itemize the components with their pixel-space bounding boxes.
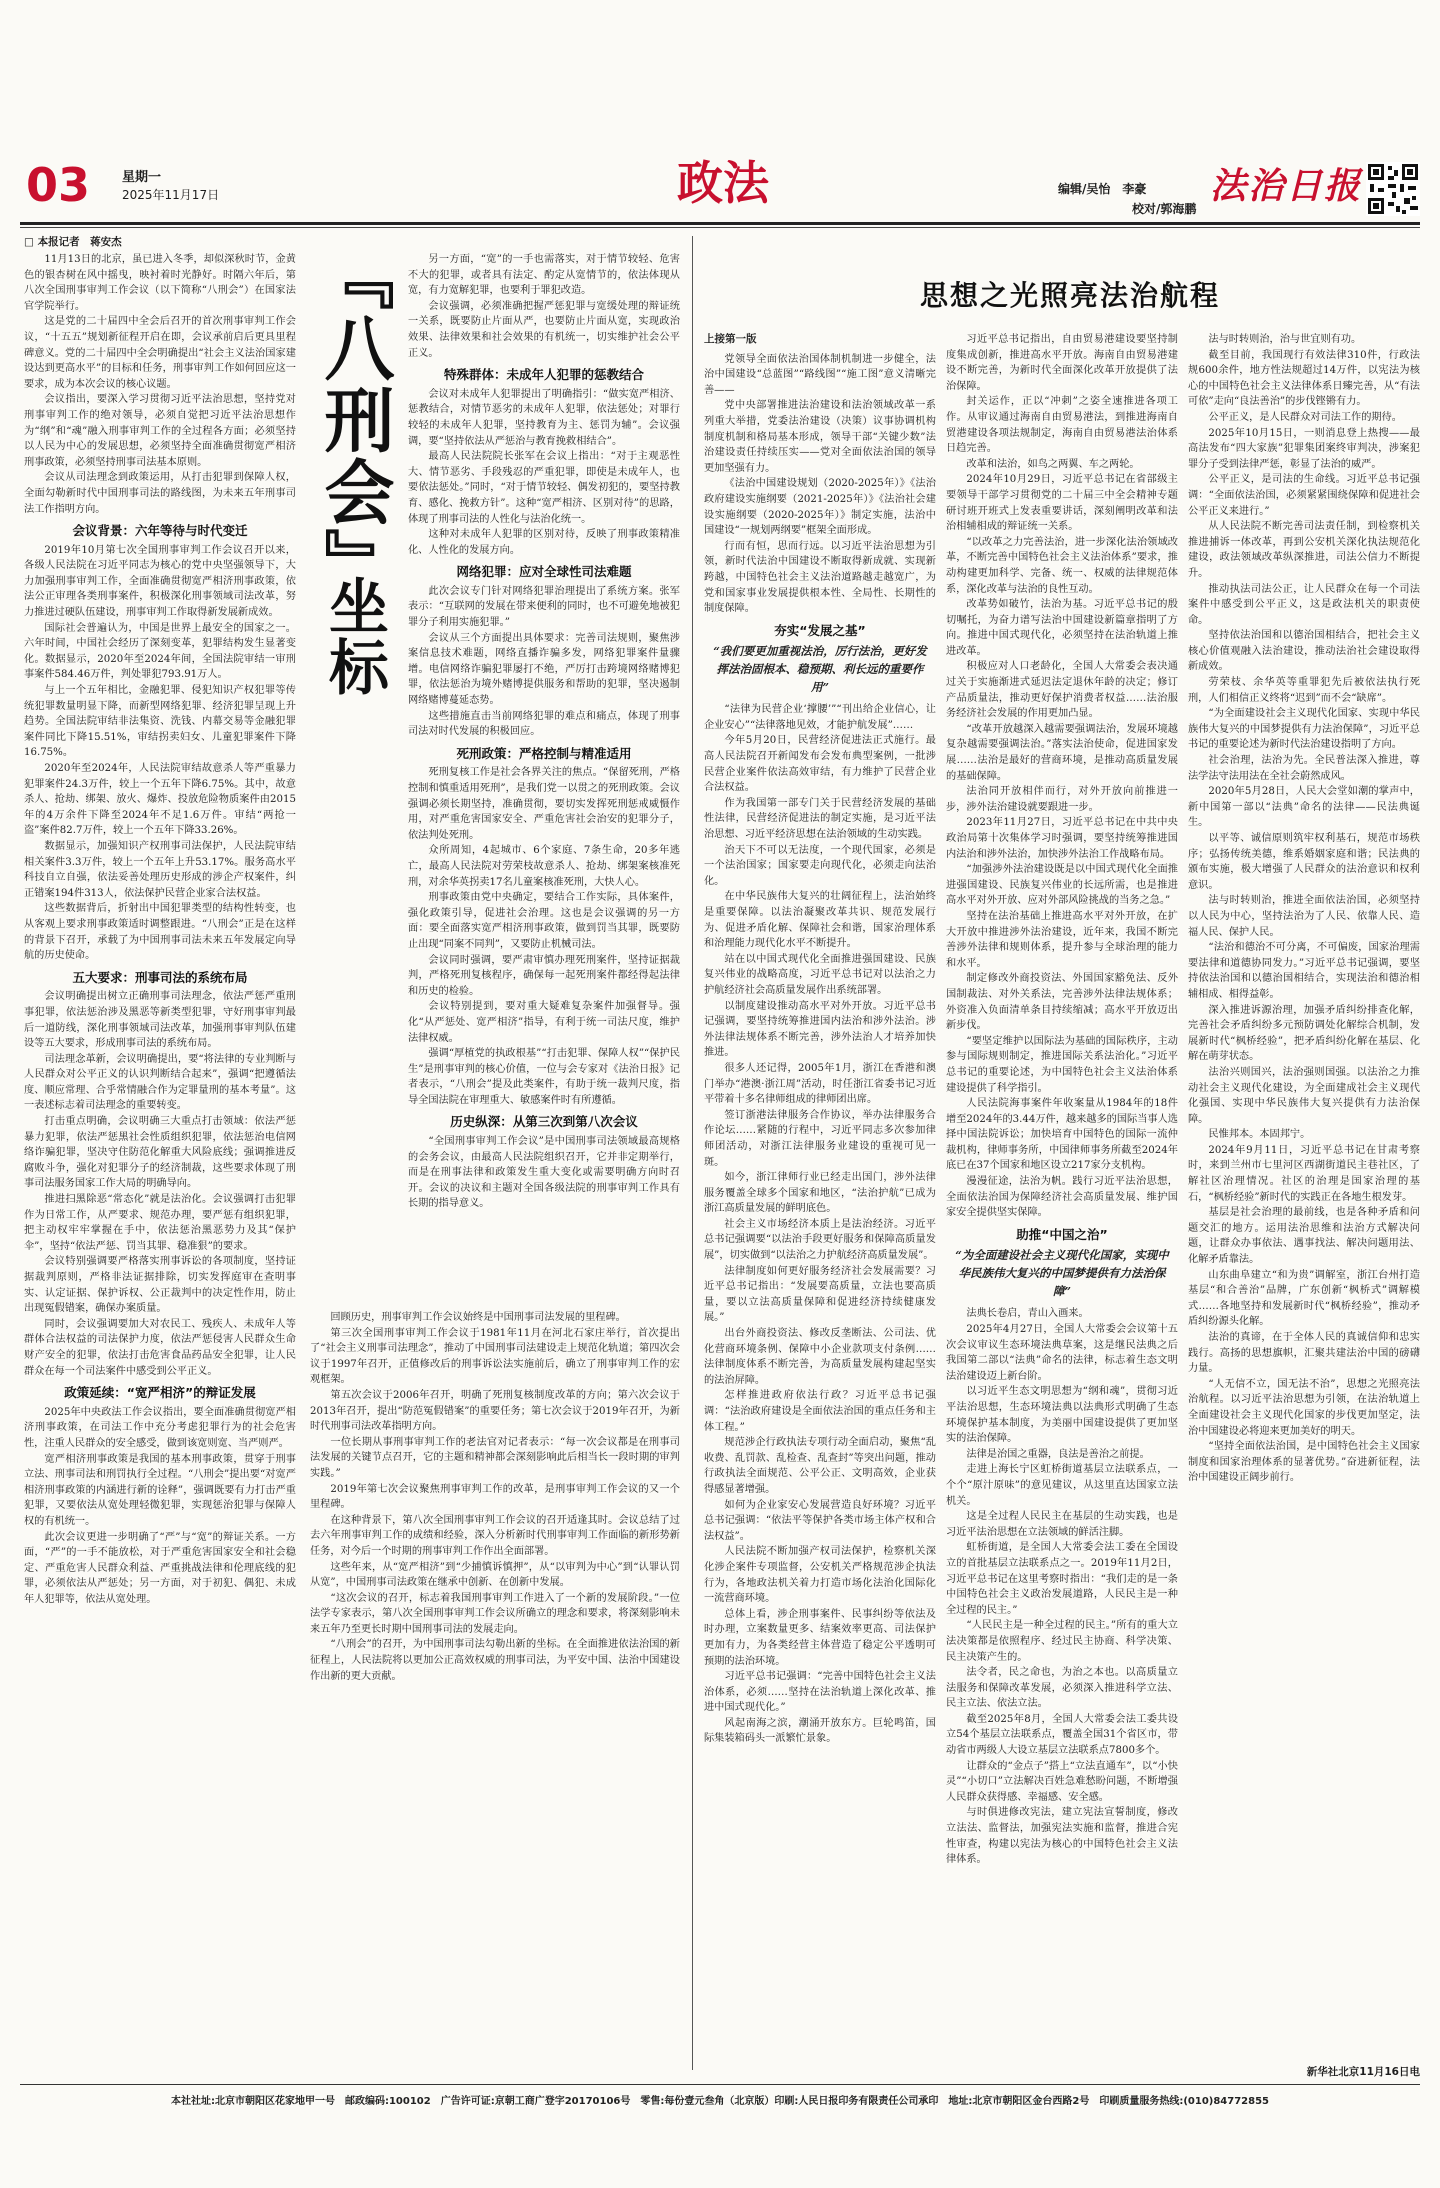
paragraph: 这些年来，从“宽严相济”到“少捕慎诉慎押”，从“以审判为中心”到“认罪认罚从宽”，中国刑事司法政策在继承中创新、在创新中发展。 xyxy=(310,1561,680,1589)
paragraph: 在中华民族伟大复兴的壮阔征程上，法治始终是重要保障。以法治凝聚改革共识、规范发展行为、促进矛盾化解、保障社会和谐，国家治理体系和治理能力现代化水平不断提升。 xyxy=(704,891,936,950)
paragraph: 2025年中央政法工作会议指出，要全面准确贯彻宽严相济刑事政策，在司法工作中充分考虑犯罪行为的社会危害性，注重人民群众的安全感受，做到该宽则宽、当严则严。 xyxy=(24,1406,296,1449)
paragraph: 封关运作，正以“冲刺”之姿全速推进各项工作。从审议通过海南自由贸易港法，到推进海南自贸港建设各项法规制定，海南自由贸易港法治体系日趋完善。 xyxy=(946,396,1178,455)
subheading: 政策延续：“宽严相济”的辩证发展 xyxy=(64,1385,256,1401)
paragraph: 法与时转则治，治与世宜则有功。 xyxy=(1208,334,1362,345)
paragraph: 公平正义，是人民群众对司法工作的期待。 xyxy=(1208,411,1402,423)
paragraph: 积极应对人口老龄化，全国人大常委会表决通过关于实施渐进式延迟法定退休年龄的决定；修订产品质量法，推动更好保护消费者权益……法治服务经济社会发展的作用更加凸显。 xyxy=(946,661,1178,720)
paragraph: 国际社会普遍认为，中国是世界上最安全的国家之一。六年时间，中国社会经历了深刻变革，犯罪结构发生显著变化。数据显示，2020年至2024年间，全国法院审结一审刑事案件584.46万件，判处罪犯793.91万人。 xyxy=(24,622,296,681)
paragraph: 第五次会议于2006年召开，明确了死刑复核制度改革的方向；第六次会议于2013年召开，提出“防范冤假错案”的重要任务；第七次会议于2019年召开，为新时代刑事司法改革指明方向。 xyxy=(310,1389,680,1433)
subheading: 特殊群体：未成年人犯罪的惩教结合 xyxy=(443,367,644,383)
subheading: 网络犯罪：应对全球性司法难题 xyxy=(456,564,632,580)
paragraph: 与上一个五年相比，金融犯罪、侵犯知识产权犯罪等传统犯罪数量明显下降，而新型网络犯罪、经济犯罪呈现上升趋势。全国法院审结非法集资、洗钱、内幕交易等金融犯罪案件同比下降15.51%，审结拐卖妇女、儿童犯罪案件下降16.75%。 xyxy=(24,685,296,759)
paragraph: 2024年9月11日，习近平总书记在甘肃考察时，来到兰州市七里河区西湖街道民主巷社区，了解社区治理情况。社区的治理是国家治理的基石，“枫桥经验”新时代的实践正在各地生根发芽。 xyxy=(1188,1144,1420,1203)
paragraph: 法治的真谛，在于全体人民的真诚信仰和忠实践行。高扬的思想旗帜，汇聚共建法治中国的磅礴力量。 xyxy=(1188,1332,1420,1375)
subheading-quote: “为全面建设社会主义现代化国家，实现中华民族伟大复兴的中国梦提供有力法治保障” xyxy=(955,1248,1169,1299)
paragraph: 党领导全面依法治国体制机制进一步健全，法治中国建设“总蓝图”“路线图”“施工图”意义清晰完善—— xyxy=(704,353,936,396)
paragraph: 这是全过程人民民主在基层的生动实践，也是习近平法治思想在立法领域的鲜活注脚。 xyxy=(946,1511,1178,1538)
paragraph: 2023年11月27日，习近平总书记在中共中央政治局第十次集体学习时强调，要坚持统筹推进国内法治和涉外法治，加快涉外法治工作战略布局。 xyxy=(946,817,1178,860)
paragraph: 坚持依法治国和以德治国相结合，把社会主义核心价值观融入法治建设，推动法治社会建设取得新成效。 xyxy=(1188,630,1420,673)
paragraph: 以制度建设推动高水平对外开放。习近平总书记强调，要坚持统筹推进国内法治和涉外法治。涉外法律法规体系不断完善，涉外法治人才培养加快推进。 xyxy=(704,1000,936,1059)
paragraph: 人民法院不断加强产权司法保护，检察机关深化涉企案件专项监督，公安机关严格规范涉企执法行为，各地政法机关着力打造市场化法治化国际化一流营商环境。 xyxy=(704,1546,936,1605)
paragraph: 回顾历史，刑事审判工作会议始终是中国刑事司法发展的里程碑。 xyxy=(330,1312,626,1323)
paragraph: 与时俱进修改宪法，建立宪法宣誓制度，修改立法法、监督法，加强宪法实施和监督，推进合宪性审查，构建以宪法为核心的中国特色社会主义法律体系。 xyxy=(946,1807,1178,1866)
right-article-title: 思想之光照亮法治航程 xyxy=(919,279,1220,312)
paragraph: 以平等、诚信原则筑牢权利基石，规范市场秩序；弘扬传统美德，维系婚姻家庭和谐；民法典的颁布实施，极大增强了人民群众的法治意识和权利意识。 xyxy=(1188,833,1420,891)
paragraph: 制定修改外商投资法、外国国家豁免法、反外国制裁法、对外关系法，完善涉外法律法规体系；外资准入负面清单条目持续缩减；高水平开放迈出新步伐。 xyxy=(946,973,1178,1032)
paragraph: “全国刑事审判工作会议”是中国刑事司法领域最高规格的会务会议，由最高人民法院组织召开，它并非定期举行，而是在刑事法律和政策发生重大变化或需要明确方向时召开。会议的决议和主题对全国各级法院的刑事审判工作具有长期的指导意义。 xyxy=(408,1136,680,1210)
qr-code-icon xyxy=(1366,162,1420,216)
page-date: 2025年11月17日 xyxy=(122,188,220,202)
left-article-byline: □ 本报记者 蒋安杰 xyxy=(24,236,122,248)
subheading: 助推“中国之治” xyxy=(1016,1226,1108,1242)
paragraph: 会议对未成年人犯罪提出了明确指引：“做实宽严相济、惩教结合，对情节恶劣的未成年人犯罪，依法惩处；对罪行较轻的未成年人犯罪，坚持教育为主、惩罚为辅”。会议强调，要“坚持依法从严惩治与教育挽救相结合”。 xyxy=(408,388,680,447)
paragraph: 11月13日的北京，虽已进入冬季，却似深秋时节，金黄色的银杏树在风中摇曳，映衬着时光静好。时隔六年后，第八次全国刑事审判工作会议（以下简称“八刑会”）在国家法官学院举行。 xyxy=(24,254,296,312)
news-agency-credit: 新华社北京11月16日电 xyxy=(1306,2066,1420,2078)
paragraph: 一位长期从事刑事审判工作的老法官对记者表示：“每一次会议都是在刑事司法发展的关键节点召开，它的主题和精神都会深刻影响此后相当长一段时期的审判实践。” xyxy=(310,1436,680,1479)
paragraph: 如今，浙江律师行业已经走出国门，涉外法律服务覆盖全球多个国家和地区，“法治护航”已成为浙江高质量发展的鲜明底色。 xyxy=(704,1172,936,1215)
paragraph: 改革势如破竹，法治为基。习近平总书记的殷切嘱托，为奋力谱写法治中国建设新篇章指明了方向。推进中国式现代化，必须坚持在法治轨道上推进改革。 xyxy=(946,599,1178,657)
paragraph: 山东曲阜建立“和为贵”调解室，浙江台州打造基层“和合善治”品牌，广东创新“枫桥式”调解模式……各地坚持和发展新时代“枫桥经验”，推动矛盾纠纷源头化解。 xyxy=(1188,1269,1420,1328)
paragraph: 站在以中国式现代化全面推进强国建设、民族复兴伟业的战略高度，习近平总书记对以法治之力护航经济社会高质量发展作出系统部署。 xyxy=(704,953,936,996)
paragraph: 推进扫黑除恶“常态化”就是法治化。会议强调打击犯罪作为日常工作，从严要求、规范办理，要严惩有组织犯罪，把主动权牢牢掌握在手中，依法惩治黑恶势力及其“保护伞”，坚持“依法严惩、罚当其罪、稳准狠”的要求。 xyxy=(24,1194,296,1252)
paragraph: 党中央部署推进法治建设和法治领域改革一系列重大举措，党委法治建设（决策）议事协调机构制度机制和格局基本形成，领导干部“关键少数”法治建设责任持续压实——党对全面依法治国的领导更加坚强有力。 xyxy=(704,400,936,474)
paragraph: 2019年第七次会议聚焦刑事审判工作的改革，是刑事审判工作会议的又一个里程碑。 xyxy=(310,1483,680,1511)
right-article-col-3 xyxy=(1188,332,1420,2062)
paragraph: 此次会议专门针对网络犯罪治理提出了系统方案。张军表示：“互联网的发展在带来便利的同时，也不可避免地被犯罪分子利用实施犯罪。” xyxy=(408,585,680,629)
paragraph: 公平正义，是司法的生命线。习近平总书记强调：“全面依法治国，必须紧紧围绕保障和促进社会公平正义来进行。” xyxy=(1188,474,1420,517)
paragraph: 这些措施直击当前网络犯罪的难点和痛点，体现了刑事司法对时代发展的积极回应。 xyxy=(408,710,680,738)
paragraph: 这些数据背后，折射出中国犯罪类型的结构性转变，也从客观上要求刑事政策适时调整跟进。“八刑会”正是在这样的背景下召开，承载了为中国刑事司法未来五年发展定向导航的历史使命。 xyxy=(24,903,296,962)
footer-rule xyxy=(20,2084,1420,2085)
paragraph: 2020年5月28日，人民大会堂如潮的掌声中，新中国第一部以“法典”命名的法律——民法典诞生。 xyxy=(1188,786,1420,829)
paragraph: “法治和德治不可分离，不可偏废，国家治理需要法律和道德协同发力。”习近平总书记强调，要坚持依法治国和以德治国相结合，实现法治和德治相辅相成、相得益彰。 xyxy=(1188,942,1420,1000)
paragraph: 民惟邦本。本固邦宁。 xyxy=(1208,1129,1311,1141)
paragraph: 这种对未成年人犯罪的区别对待，反映了刑事政策精准化、人性化的发展方向。 xyxy=(408,529,680,556)
headline-part-2: 坐标 xyxy=(319,575,389,697)
paragraph: 怎样推进政府依法行政？习近平总书记强调：“法治政府建设是全面依法治国的重点任务和主体工程。” xyxy=(704,1390,936,1433)
paragraph: 这是党的二十届四中全会后召开的首次刑事审判工作会议，“十五五”规划新征程开启在即，会议承前启后更具里程碑意义。党的二十届四中全会明确提出“社会主义法治国家建设达到更高水平”的目标和任务，刑事审判工作如何回应这一要求，成为本次会议的核心议题。 xyxy=(24,316,296,390)
paragraph: 截至目前，我国现行有效法律310件，行政法规600余件，地方性法规超过14万件，以宪法为核心的中国特色社会主义法律体系日臻完善，从“有法可依”走向“良法善治”的步伐铿锵有力。 xyxy=(1188,349,1420,408)
paragraph: 2024年10月29日，习近平总书记在省部级主要领导干部学习贯彻党的二十届三中全会精神专题研讨班开班式上发表重要讲话，深刻阐明改革和法治相辅相成的辩证统一关系。 xyxy=(946,474,1178,533)
paragraph: 法与时转则治，推进全面依法治国，必须坚持以人民为中心，坚持法治为了人民、依靠人民、造福人民、保护人民。 xyxy=(1188,895,1420,938)
subheading: 历史纵深：从第三次到第八次会议 xyxy=(450,1114,638,1130)
paragraph: 死刑复核工作是社会各界关注的焦点。“保留死刑，严格控制和慎重适用死刑”，是我们党一以贯之的死刑政策。会议强调必须长期坚持，准确贯彻，要切实发挥死刑惩戒威慑作用，对严重危害国家安全、严重危害社会治安的犯罪分子，依法判处死刑。 xyxy=(408,767,680,841)
paragraph: “以改革之力完善法治，进一步深化法治领域改革，不断完善中国特色社会主义法治体系”要求，推动构建更加科学、完备、统一、权威的法律规范体系，深化改革与法治的良性互动。 xyxy=(946,536,1178,595)
masthead-logo: 法治日报 xyxy=(1210,165,1363,207)
proof-line: 校对/郭海鹏 xyxy=(1132,202,1197,216)
paragraph: 签订浙港法律服务合作协议，举办法律服务合作论坛……紧随的行程中，习近平同志多次参加律师团活动，对浙江法律服务业建设的重视可见一斑。 xyxy=(704,1109,936,1168)
paragraph: 法律制度如何更好服务经济社会发展需要？习近平总书记指出：“发展要高质量，立法也要高质量，要以立法高质量保障和促进经济持续健康发展。” xyxy=(704,1265,936,1324)
paragraph: 宽严相济刑事政策是我国的基本刑事政策，贯穿于刑事立法、刑事司法和刑罚执行全过程。“八刑会”提出要“对宽严相济刑事政策的内涵进行新的诠释”，强调既要有力打击严重犯罪，又要依法从宽处理轻微犯罪，实现惩治犯罪与保障人权的有机统一。 xyxy=(24,1453,296,1527)
subheading: 五大要求：刑事司法的系统布局 xyxy=(72,969,248,985)
paragraph: 今年5月20日，民营经济促进法正式施行。最高人民法院召开新闻发布会发布典型案例，一批涉民营企业案件依法高效审结，有力维护了民营企业合法权益。 xyxy=(704,735,936,794)
paragraph: 《法治中国建设规划（2020-2025年）》《法治政府建设实施纲要（2021-2025年）》《法治社会建设实施纲要（2020-2025年）》制定实施，法治中国建设“一规划两纲要”框架全面形成。 xyxy=(704,478,936,537)
paragraph: 人民法院海事案件年收案量从1984年的18件增至2024年的3.44万件，越来越多的国际当事人选择中国法院诉讼；加快培育中国特色的国际一流仲裁机构，律师事务所，中国律师事务所截至2024年底已在37个国家和地区设立217家分支机构。 xyxy=(946,1098,1178,1172)
paragraph: 会议同时强调，要严肃审慎办理死刑案件，坚持证据裁判，严格死刑复核程序，确保每一起死刑案件都经得起法律和历史的检验。 xyxy=(408,954,680,997)
paragraph: 习近平总书记指出，自由贸易港建设要坚持制度集成创新，推进高水平开放。海南自由贸易港建设不断完善，为新时代全面深化改革开放提供了法治保障。 xyxy=(946,334,1178,392)
paragraph: 让群众的“金点子”搭上“立法直通车”，以“小快灵”“小切口”立法解决百姓急难愁盼问题，不断增强人民群众获得感、幸福感、安全感。 xyxy=(946,1760,1178,1803)
paragraph: 第三次全国刑事审判工作会议于1981年11月在河北石家庄举行，首次提出了“社会主义刑事司法理念”，推动了中国刑事司法建设走上规范化轨道；第四次会议于1997年召开，正值修改后的刑事诉讼法实施前后，确立了刑事审判工作的宏观框架。 xyxy=(310,1327,680,1386)
paragraph: 风起南海之滨，潮涌开放东方。巨轮鸣笛，国际集装箱码头一派繁忙景象。 xyxy=(704,1717,936,1745)
paragraph: 另一方面，“宽”的一手也需落实，对于情节较轻、危害不大的犯罪，或者具有法定、酌定从宽情节的，依法体现从宽，有力宽解犯罪，也要利于罪犯改造。 xyxy=(408,254,680,297)
paragraph: 虹桥街道，是全国人大常委会法工委在全国设立的首批基层立法联系点之一。2019年11月2日，习近平总书记在这里考察时指出：“我们走的是一条中国特色社会主义政治发展道路，人民民主是一种全过程的民主。” xyxy=(946,1542,1178,1616)
subheading: 死刑政策：严格控制与精准适用 xyxy=(456,745,632,761)
left-article-col-1 xyxy=(24,252,296,2070)
paragraph: 基层是社会治理的最前线，也是各种矛盾和问题交汇的地方。运用法治思维和法治方式解决问题，让群众办事依法、遇事找法、解决问题用法、化解矛盾靠法。 xyxy=(1188,1207,1420,1266)
paragraph: 司法理念革新，会议明确提出，要“将法律的专业判断与人民群众对公平正义的认识判断结合起来”，强调“把遵循法度、顺应常理、合乎常情融合作为定罪量刑的基本考量”。这一表述标志着司法理念的重要转变。 xyxy=(24,1053,296,1112)
column-divider xyxy=(692,236,693,2070)
continuation-label: 上接第一版 xyxy=(704,333,757,345)
paragraph: 总体上看，涉企刑事案件、民事纠纷等依法及时办理，立案数量更多、结案效率更高、司法保护更加有力，为各类经营主体营造了稳定公平透明可预期的法治环境。 xyxy=(704,1608,936,1667)
editor-line: 编辑/吴怡 李豪 xyxy=(1058,182,1147,196)
paragraph: 作为我国第一部专门关于民营经济发展的基础性法律，民营经济促进法的制定实施，是习近平法治思想、习近平经济思想在法治领域的生动实践。 xyxy=(704,797,936,841)
paragraph: 会议明确提出树立正确刑事司法理念，依法严惩严重刑事犯罪，依法惩治涉及黑恶等新类型犯罪，守好刑事审判最后一道防线，深化刑事领域司法改革，加强刑事审判队伍建设等五大要求，形成刑事司法的系统布局。 xyxy=(24,991,296,1050)
paragraph: “加强涉外法治建设既是以中国式现代化全面推进强国建设、民族复兴伟业的长远所需，也是推进高水平对外开放、应对外部风险挑战的当务之急。” xyxy=(946,864,1178,907)
paragraph: 规范涉企行政执法专项行动全面启动，聚焦“乱收费、乱罚款、乱检查、乱查封”等突出问题，推动行政执法全面规范、公平公正、文明高效，企业获得感显著增强。 xyxy=(704,1437,936,1495)
section-title: 政法 xyxy=(677,156,769,210)
paragraph: 法令者，民之命也，为治之本也。以高质量立法服务和保障改革发展，必须深入推进科学立法、民主立法、依法立法。 xyxy=(946,1667,1178,1710)
paragraph: 社会治理，法治为先。全民普法深入推进，尊法学法守法用法在全社会蔚然成风。 xyxy=(1188,755,1420,782)
paragraph: 劳荣枝、余华英等重罪犯先后被依法执行死刑，人们相信正义终将“迟到”而不会“缺席”。 xyxy=(1188,677,1420,704)
paragraph: 推动执法司法公正，让人民群众在每一个司法案件中感受到公平正义，这是政法机关的职责使命。 xyxy=(1188,583,1420,626)
header-rule-thin xyxy=(20,227,1420,228)
paragraph: 法律是治国之重器，良法是善治之前提。 xyxy=(966,1448,1150,1460)
paragraph: “要坚定维护以国际法为基础的国际秩序，主动参与国际规则制定，推进国际关系法治化。”习近平总书记的重要论述，为中国特色社会主义法治体系建设提供了科学指引。 xyxy=(946,1035,1178,1094)
paragraph: 习近平总书记强调：“完善中国特色社会主义法治体系，必须……坚持在法治轨道上深化改革、推进中国式现代化。” xyxy=(704,1671,936,1714)
paragraph: 打击重点明确，会议明确三大重点打击领域：依法严惩暴力犯罪，依法严惩黑社会性质组织犯罪，依法惩治电信网络诈骗犯罪，坚决守住防范化解重大风险底线；强调推进反腐败斗争，强化对犯罪分子的经济制裁，这些要求体现了刑事司法服务国家工作大局的明确导向。 xyxy=(24,1116,296,1190)
paragraph: 同时，会议强调要加大对农民工、残疾人、未成年人等群体合法权益的司法保护力度，依法严惩侵害人民群众生命财产安全的犯罪，依法打击危害食品药品安全犯罪，让人民群众在每一个司法案件中感受到公平正义。 xyxy=(24,1318,296,1377)
paragraph: 会议指出，要深入学习贯彻习近平法治思想，坚持党对刑事审判工作的绝对领导，必须自觉把习近平法治思想作为“纲”和“魂”融入刑事审判工作的全过程各方面；必须坚持以人民为中心的发展思想，必须坚持全面准确贯彻宽严相济刑事政策，必须坚持刑事司法基本原则。 xyxy=(24,394,296,468)
subheading: 会议背景：六年等待与时代变迁 xyxy=(72,523,248,539)
paragraph: 法治兴则国兴，法治强则国强。以法治之力推动社会主义现代化建设，为全面建成社会主义现代化强国、实现中华民族伟大复兴提供有力法治保障。 xyxy=(1188,1066,1420,1125)
paragraph: 2020年至2024年，人民法院审结故意杀人等严重暴力犯罪案件24.3万件，较上一个五年下降6.75%。其中，故意杀人、抢劫、绑架、放火、爆炸、投放危险物质案件由2015年的4万余件下降至2024年不足1.6万件。审结“两抢一盗”案件82.7万件，较上一个五年下降33.26%。 xyxy=(24,763,296,837)
paragraph: 走进上海长宁区虹桥街道基层立法联系点，一个个“原汁原味”的意见建议，从这里直达国家立法机关。 xyxy=(946,1464,1178,1507)
paragraph: 很多人还记得，2005年1月，浙江在香港和澳门举办“港澳·浙江周”活动，时任浙江省委书记习近平带着十多名律师组成的律师团出席。 xyxy=(704,1062,936,1106)
paragraph: 治天下不可以无法度，一个现代国家，必须是一个法治国家；国家要走向现代化，必须走向法治化。 xyxy=(704,844,936,887)
paragraph: “法律为民营企业‘撑腰’”“刊出给企业信心，让企业安心”“法律落地见效，才能护航发展”…… xyxy=(704,704,936,731)
paragraph: 如何为企业家安心发展营造良好环境？习近平总书记强调：“依法平等保护各类市场主体产权和合法权益”。 xyxy=(704,1499,936,1542)
paragraph: 漫漫征途，法治为帆。践行习近平法治思想，全面依法治国为保障经济社会高质量发展、维护国家安全提供坚实保障。 xyxy=(946,1176,1178,1219)
paragraph: 2019年10月第七次全国刑事审判工作会议召开以来，各级人民法院在习近平同志为核心的党中央坚强领导下，大力加强刑事审判工作，全面准确贯彻宽严相济刑事政策，依法公正审理各类刑事案件，积极深化刑事领域司法改革，努力推进过硬队伍建设，刑事审判工作取得新发展新成效。 xyxy=(24,544,296,619)
paragraph: 在这种背景下，第八次全国刑事审判工作会议的召开适逢其时。会议总结了过去六年刑事审判工作的成绩和经验，深入分析新时代刑事审判工作面临的新形势新任务，对今后一个时期的刑事审判工作作出全面部署。 xyxy=(310,1514,680,1557)
paragraph: 刑事政策由党中央确定，要结合工作实际，具体案件，强化政策引导，促进社会治理。这也是会议强调的另一方面：要全面落实宽严相济刑事政策，做到罚当其罪，既要防止出现“同案不同判”，又要防止机械司法。 xyxy=(408,892,680,950)
paragraph: 会议从三个方面提出具体要求：完善司法规则，聚焦涉案信息技术难题，网络直播诈骗多发，网络犯罪案件量骤增。电信网络诈骗犯罪屡打不绝，严厉打击跨境网络赌博犯罪，依法惩治为境外赌博提供服务和帮助的犯罪，坚决遏制网络赌博蔓延态势。 xyxy=(408,632,680,707)
paragraph: 会议特别提到，要对重大疑难复杂案件加强督导。强化“从严惩处、宽严相济”指导，有利于统一司法尺度，维护法律权威。 xyxy=(408,1001,680,1044)
page-weekday: 星期一 xyxy=(122,170,162,185)
paragraph: “坚持全面依法治国，是中国特色社会主义国家制度和国家治理体系的显著优势。”奋进新征程，法治中国建设正阔步前行。 xyxy=(1188,1441,1420,1484)
paragraph: “这次会议的召开，标志着我国刑事审判工作进入了一个新的发展阶段。”一位法学专家表示，第八次全国刑事审判工作会议所确立的理念和要求，将深刻影响未来五年乃至更长时期中国刑事司法的发展走向。 xyxy=(310,1592,680,1635)
paragraph: 从人民法院不断完善司法责任制，到检察机关推进捕诉一体改革，再到公安机关深化执法规范化建设，政法领域改革纵深推进，司法公信力不断提升。 xyxy=(1188,521,1420,579)
paragraph: “人无信不立，国无法不治”，思想之光照亮法治航程。以习近平法治思想为引领，在法治轨道上全面建设社会主义现代化国家的步伐更加坚定，法治中国建设必将迎来更加美好的明天。 xyxy=(1188,1378,1420,1437)
paragraph: 2025年10月15日，一则消息登上热搜——最高法发布“四大家族”犯罪集团案终审判决，涉案犯罪分子受到法律严惩，彰显了法治的威严。 xyxy=(1188,427,1420,470)
paragraph: 法治同开放相伴而行，对外开放向前推进一步，涉外法治建设就要跟进一步。 xyxy=(946,786,1178,813)
paragraph: 截至2025年8月，全国人大常委会法工委共设立54个基层立法联系点，覆盖全国31个省区市，带动省市两级人大设立基层立法联系点7800多个。 xyxy=(946,1713,1178,1757)
header-rule xyxy=(20,222,1420,225)
left-article-col-3 xyxy=(310,1310,680,2070)
left-article-headline-2 xyxy=(310,575,398,1175)
left-article-col-2 xyxy=(408,252,680,1302)
paragraph: 社会主义市场经济本质上是法治经济。习近平总书记强调要“以法治手段更好服务和保障高质量发展”，切实做到“以法治之力护航经济高质量发展”。 xyxy=(704,1218,936,1262)
paragraph: 最高人民法院院长张军在会议上指出：“对于主观恶性大、情节恶劣、手段残忍的严重犯罪，即使是未成年人，也要依法惩处。”同时，“对于情节较轻、偶发初犯的，要坚持教育、感化、挽救方针”。这种“宽严相济、区别对待”的思路，体现了刑事司法的人性化与法治化统一。 xyxy=(408,451,680,525)
paragraph: 强调“厚植党的执政根基”“打击犯罪、保障人权”“保护民生”是刑事审判的核心价值，一位与会专家对《法治日报》记者表示，“八刑会”提及此类案件，有助于统一裁判尺度，指导全国法院在审理重大、敏感案件时有所遵循。 xyxy=(408,1048,680,1106)
paragraph: “八刑会”的召开，为中国刑事司法勾勒出新的坐标。在全面推进依法治国的新征程上，人民法院将以更加公正高效权威的刑事司法，为平安中国、法治中国建设作出新的更大贡献。 xyxy=(310,1639,680,1682)
paragraph: 会议从司法理念到政策运用，从打击犯罪到保障人权，全面勾勒新时代中国刑事司法的路线图，为未来五年刑事司法工作指明方向。 xyxy=(24,472,296,515)
paragraph: 行而有恒，思而行远。以习近平法治思想为引领，新时代法治中国建设不断取得新成就、实现新跨越，中国特色社会主义法治道路越走越宽广，为党和国家事业发展提供根本性、全局性、长期性的制度保障。 xyxy=(704,540,936,615)
paragraph: 出台外商投资法、修改反垄断法、公司法、优化营商环境条例、保障中小企业款项支付条例……法律制度体系不断完善，为高质量发展构建起坚实的法治屏障。 xyxy=(704,1328,936,1386)
paragraph: “为全面建设社会主义现代化国家、实现中华民族伟大复兴的中国梦提供有力法治保障”，习近平总书记的重要论述为新时代法治建设指明了方向。 xyxy=(1188,708,1420,751)
paragraph: 此次会议更进一步明确了“严”与“宽”的辩证关系。一方面，“严”的一手不能放松，对于严重危害国家安全和社会稳定、严重危害人民群众利益、严重挑战法律和伦理底线的犯罪，必须依法从严惩处；另一方面，对于初犯、偶犯、未成年人犯罪等，依法从宽处理。 xyxy=(24,1531,296,1605)
subheading-quote: “我们要更加重视法治，厉行法治，更好发挥法治固根本、稳预期、利长远的重要作用” xyxy=(713,644,927,695)
paragraph: 数据显示，加强知识产权刑事司法保护，人民法院审结相关案件3.3万件，较上一个五年上升53.17%。服务高水平科技自立自强，依法妥善处理历史形成的涉企产权案件，纠正错案194件313人，依法保护民营企业家合法权益。 xyxy=(24,840,296,899)
paragraph: 坚持在法治基础上推进高水平对外开放，在扩大开放中推进涉外法治建设，近年来，我国不断完善涉外法律和规则体系，提升参与全球治理的能力和水平。 xyxy=(946,910,1178,969)
right-article-col-1 xyxy=(704,332,936,2077)
paragraph: 以习近平生态文明思想为“纲和魂”，贯彻习近平法治思想，生态环境法典以法典形式明确了生态环境保护基本制度，为美丽中国建设提供了更加坚实的法治保障。 xyxy=(946,1386,1178,1445)
paragraph: 会议特别强调要严格落实刑事诉讼的各项制度，坚持证据裁判原则，严格非法证据排除，切实发挥庭审在查明事实、认定证据、保护诉权、公正裁判中的决定性作用，防止出现冤假错案，确保办案质量。 xyxy=(24,1256,296,1315)
footer-imprint: 本社社址:北京市朝阳区花家地甲一号 邮政编码:100102 广告许可证:京朝工商广登字20170106号 零售:每份壹元叁角（北京版）印刷:人民日报印务有限责任公司承印 地址:北京市朝阳区金台西路2号 印刷质量服务热线:(010)84772855 xyxy=(170,2096,1270,2107)
paragraph: 会议强调，必须准确把握严惩犯罪与宽缓处理的辩证统一关系，既要防止片面从严，也要防止片面从宽，实现政治效果、法律效果和社会效果的有机统一，切实维护社会公平正义。 xyxy=(408,300,680,359)
subheading: 夯实“发展之基” xyxy=(774,622,866,638)
paragraph: 2025年4月27日，全国人大常委会会议第十五次会议审议生态环境法典草案，这是继民法典之后我国第二部以“法典”命名的法律，标志着生态文明法治建设迈上新台阶。 xyxy=(946,1324,1178,1382)
paragraph: “人民民主是一种全过程的民主。”所有的重大立法决策都是依照程序、经过民主协商、科学决策、民主决策产生的。 xyxy=(946,1620,1178,1663)
paragraph: 众所周知，4起城市、6个家庭、7条生命，20多年逃亡，最高人民法院对劳荣枝故意杀人、抢劫、绑架案核准死刑，对余华英拐卖17名儿童案核准死刑，大快人心。 xyxy=(408,845,680,888)
headline-part-1: 『八刑会』 xyxy=(313,240,396,600)
paragraph: “改革开放越深入越需要强调法治，发展环境越复杂越需要强调法治。”落实法治使命，促进国家发展……法治是最好的营商环境，是推动高质量发展的基础保障。 xyxy=(946,723,1178,782)
paragraph: 深入推进诉源治理，加强矛盾纠纷排查化解，完善社会矛盾纠纷多元预防调处化解综合机制，发展新时代“枫桥经验”，把矛盾纠纷化解在基层、化解在萌芽状态。 xyxy=(1188,1004,1420,1063)
page-number: 03 xyxy=(26,158,91,212)
right-article-col-2 xyxy=(946,332,1178,2077)
paragraph: 法典长卷启，青山入画来。 xyxy=(966,1308,1089,1320)
paragraph: 改革和法治，如鸟之两翼、车之两轮。 xyxy=(966,458,1140,470)
